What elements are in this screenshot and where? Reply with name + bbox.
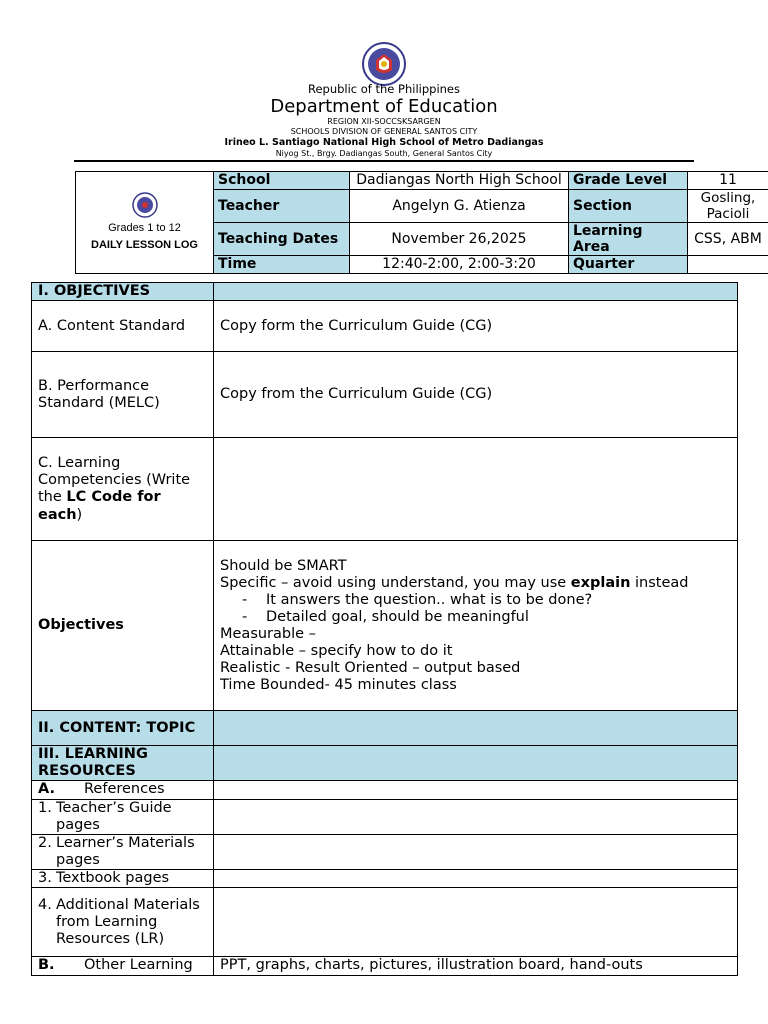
obj-bullet-2 (220, 609, 731, 626)
performance-standard-value: Copy from the Curriculum Guide (CG) (214, 352, 738, 438)
additional-materials-label (32, 888, 214, 957)
dash-icon: - (242, 591, 248, 608)
learning-area-value: CSS, ABM (688, 223, 768, 256)
obj-explain-emphasis: explain (570, 574, 631, 591)
region-line: REGION XII-SOCCSKSARGEN (327, 117, 441, 126)
lc-label-close: ) (76, 506, 83, 523)
school-line: Irineo L. Santiago National High School of Metro Dadiangas (224, 137, 544, 148)
obj-specific-text: Specific – avoid using understand, you may use (220, 574, 571, 591)
lm-text: Learner’s Materials pages (56, 834, 195, 868)
content-standard-value: Copy form the Curriculum Guide (CG) (214, 301, 738, 352)
textbook-pages-value (214, 869, 738, 887)
quarter-label: Quarter (569, 256, 688, 274)
school-value: Dadiangas North High School (350, 172, 569, 190)
obj-attainable: Attainable – specify how to do it (220, 642, 453, 659)
obj-measurable: Measurable – (220, 625, 316, 642)
tb-text: Textbook pages (56, 869, 170, 886)
republic-line: Republic of the Philippines (307, 82, 461, 96)
learning-competencies-value (214, 438, 738, 541)
address-line: Niyog St., Brgy. Dadiangas South, General Santos City (275, 149, 493, 158)
dash-icon: - (242, 608, 248, 625)
learners-materials-value (214, 834, 738, 869)
teaching-dates-value: November 26,2025 (350, 223, 569, 256)
objectives-heading-blank (214, 283, 738, 301)
lesson-info-table (75, 171, 768, 274)
ref-text: References (84, 781, 165, 798)
objectives-label: Objectives (32, 541, 214, 711)
textbook-pages-label (32, 869, 214, 887)
dll-logo-cell (76, 172, 214, 274)
teacher-value: Angelyn G. Atienza (350, 190, 569, 223)
learning-area-label: Learning Area (569, 223, 688, 256)
obj-specific-end: instead (630, 574, 689, 591)
grade-level-label: Grade Level (569, 172, 688, 190)
teachers-guide-value (214, 799, 738, 834)
obj-realistic: Realistic - Result Oriented – output based (220, 659, 521, 676)
header-divider (74, 160, 694, 162)
am-num: 4. (38, 896, 52, 913)
learning-competencies-label (32, 438, 214, 541)
teacher-label: Teacher (214, 190, 350, 223)
learning-resources-heading: III. LEARNING RESOURCES (32, 746, 214, 781)
lc-label-text: C. Learning Competencies (Write the (38, 454, 191, 506)
lm-num: 2. (38, 834, 52, 851)
school-label: School (214, 172, 350, 190)
obj-specific (220, 575, 731, 592)
tb-num: 3. (38, 869, 52, 886)
obj-bullet-2-text: Detailed goal, should be meaningful (266, 608, 529, 625)
dll-title: DAILY LESSON LOG (91, 239, 198, 252)
obj-time-bounded: Time Bounded- 45 minutes class (220, 676, 457, 693)
content-topic-heading: II. CONTENT: TOPIC (32, 711, 214, 746)
other-letter: B. (38, 957, 55, 974)
other-learning-label (32, 957, 214, 975)
deped-small-seal-icon (128, 192, 162, 218)
obj-bullet-1 (220, 592, 731, 609)
references-value (214, 781, 738, 799)
time-label: Time (214, 256, 350, 274)
objectives-value (214, 541, 738, 711)
quarter-value (688, 256, 768, 274)
ref-letter: A. (38, 781, 55, 798)
performance-standard-label: B. Performance Standard (MELC) (32, 352, 214, 438)
section-label: Section (569, 190, 688, 223)
learning-resources-value (214, 746, 738, 781)
am-text: Additional Materials from Learning Resources (LR) (56, 896, 200, 947)
grade-level-value: 11 (688, 172, 768, 190)
division-line: SCHOOLS DIVISION OF GENERAL SANTOS CITY (290, 127, 478, 136)
other-text: Other Learning (84, 957, 193, 974)
obj-bullet-1-text: It answers the question.. what is to be done? (266, 591, 593, 608)
content-standard-label: A. Content Standard (32, 301, 214, 352)
section-value: Gosling, Pacioli (688, 190, 768, 223)
teaching-dates-label: Teaching Dates (214, 223, 350, 256)
lc-code-emphasis: LC Code for each (38, 489, 161, 523)
department-title: Department of Education (270, 96, 498, 117)
tg-num: 1. (38, 799, 52, 816)
references-label (32, 781, 214, 799)
teachers-guide-label (32, 799, 214, 834)
content-topic-value (214, 711, 738, 746)
objectives-heading: I. OBJECTIVES (32, 283, 214, 301)
additional-materials-value (214, 888, 738, 957)
obj-smart: Should be SMART (220, 557, 347, 574)
time-value: 12:40-2:00, 2:00-3:20 (350, 256, 569, 274)
grades-label: Grades 1 to 12 (108, 222, 181, 235)
deped-seal-logo (362, 42, 406, 86)
tg-text: Teacher’s Guide pages (56, 799, 172, 833)
learners-materials-label (32, 834, 214, 869)
other-learning-value: PPT, graphs, charts, pictures, illustration board, hand-outs (214, 957, 738, 975)
lesson-plan-table (31, 282, 738, 976)
